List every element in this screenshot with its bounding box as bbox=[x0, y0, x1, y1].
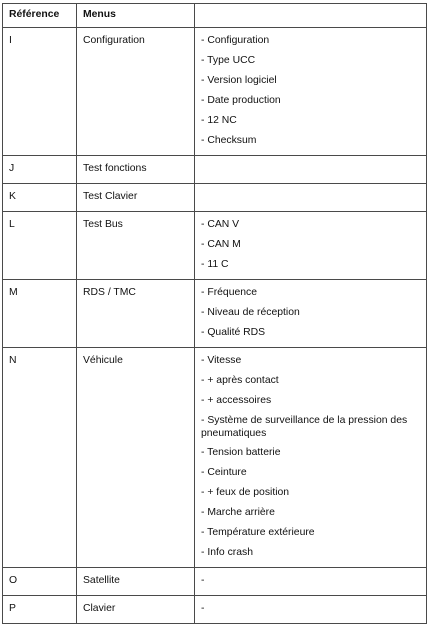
list-item: - Ceinture bbox=[201, 467, 247, 478]
row-menu: Test Clavier bbox=[77, 184, 195, 212]
list-item: - Date production bbox=[201, 95, 281, 106]
row-items bbox=[195, 596, 427, 624]
row-items bbox=[195, 156, 427, 184]
row-reference: P bbox=[3, 596, 77, 624]
table-row bbox=[3, 348, 427, 568]
list-item: - Version logiciel bbox=[201, 75, 277, 86]
row-items bbox=[195, 28, 427, 156]
list-item: - Fréquence bbox=[201, 287, 258, 298]
list-item: - Qualité RDS bbox=[201, 327, 266, 338]
list-item: - 12 NC bbox=[201, 115, 237, 126]
list-item: - Marche arrière bbox=[201, 507, 275, 518]
row-items bbox=[195, 184, 427, 212]
list-item: - Configuration bbox=[201, 35, 270, 46]
reference-menus-table bbox=[2, 3, 427, 624]
table-row bbox=[3, 212, 427, 280]
list-item: - Checksum bbox=[201, 135, 257, 146]
row-items bbox=[195, 568, 427, 596]
list-item: - Tension batterie bbox=[201, 447, 281, 458]
list-item: - + après contact bbox=[201, 375, 279, 386]
row-items bbox=[195, 348, 427, 568]
row-reference: N bbox=[3, 348, 77, 568]
row-menu: Test fonctions bbox=[77, 156, 195, 184]
list-item: - Température extérieure bbox=[201, 527, 315, 538]
row-menu: Test Bus bbox=[77, 212, 195, 280]
list-item: - Système de surveillance de la pression des pneumatiques bbox=[201, 415, 408, 439]
table-row bbox=[3, 596, 427, 624]
list-item: - 11 C bbox=[201, 259, 229, 270]
list-item: - Vitesse bbox=[201, 355, 242, 366]
list-item: - Type UCC bbox=[201, 55, 256, 66]
list-item: - bbox=[201, 603, 205, 614]
table-header-row bbox=[3, 4, 427, 28]
header-reference: Référence bbox=[3, 4, 77, 28]
table-row bbox=[3, 156, 427, 184]
row-menu: Véhicule bbox=[77, 348, 195, 568]
row-reference: K bbox=[3, 184, 77, 212]
list-item: - bbox=[201, 575, 205, 586]
row-menu: Satellite bbox=[77, 568, 195, 596]
list-item: - + accessoires bbox=[201, 395, 272, 406]
header-details bbox=[195, 4, 427, 28]
row-menu: RDS / TMC bbox=[77, 280, 195, 348]
table-row bbox=[3, 28, 427, 156]
header-menus: Menus bbox=[77, 4, 195, 28]
row-reference: J bbox=[3, 156, 77, 184]
row-items bbox=[195, 212, 427, 280]
list-item: - Info crash bbox=[201, 547, 253, 558]
table-row bbox=[3, 280, 427, 348]
row-menu: Configuration bbox=[77, 28, 195, 156]
list-item: - CAN M bbox=[201, 239, 241, 250]
list-item: - Niveau de réception bbox=[201, 307, 300, 318]
row-reference: I bbox=[3, 28, 77, 156]
table-row bbox=[3, 568, 427, 596]
row-reference: O bbox=[3, 568, 77, 596]
row-menu: Clavier bbox=[77, 596, 195, 624]
table-row bbox=[3, 184, 427, 212]
row-reference: L bbox=[3, 212, 77, 280]
row-reference: M bbox=[3, 280, 77, 348]
list-item: - CAN V bbox=[201, 219, 240, 230]
row-items bbox=[195, 280, 427, 348]
list-item: - + feux de position bbox=[201, 487, 290, 498]
